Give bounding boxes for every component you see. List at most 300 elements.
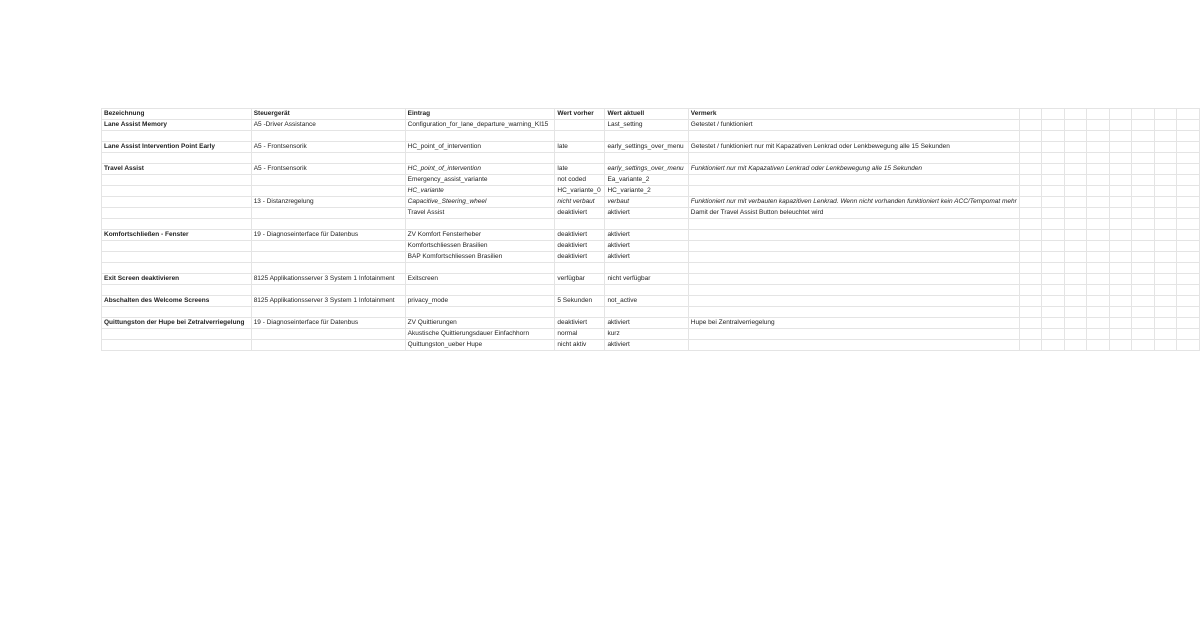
cell-wert-vorher[interactable]: 5 Sekunden	[555, 296, 605, 307]
cell-empty[interactable]	[1087, 197, 1110, 208]
cell-empty[interactable]	[1109, 318, 1132, 329]
cell-eintrag[interactable]	[405, 263, 555, 274]
cell-bezeichnung[interactable]	[102, 219, 252, 230]
cell-empty[interactable]	[1064, 241, 1087, 252]
cell-steuergeraet[interactable]	[251, 131, 405, 142]
cell-empty[interactable]	[1132, 241, 1155, 252]
cell-wert-vorher[interactable]: late	[555, 164, 605, 175]
cell-empty[interactable]	[1064, 263, 1087, 274]
cell-vermerk[interactable]: Hupe bei Zentralverriegelung	[688, 318, 1019, 329]
cell-empty[interactable]	[1109, 230, 1132, 241]
cell-wert-aktuell[interactable]: aktiviert	[605, 318, 688, 329]
cell-eintrag[interactable]: ZV Quittierungen	[405, 318, 555, 329]
cell-empty[interactable]	[1064, 296, 1087, 307]
cell-empty[interactable]	[1064, 307, 1087, 318]
cell-empty[interactable]	[1019, 263, 1042, 274]
cell-empty[interactable]	[1042, 340, 1065, 351]
header-cell-empty[interactable]	[1087, 109, 1110, 120]
cell-empty[interactable]	[1019, 153, 1042, 164]
header-cell-wert-aktuell[interactable]: Wert aktuell	[605, 109, 688, 120]
cell-empty[interactable]	[1154, 318, 1177, 329]
cell-empty[interactable]	[1064, 153, 1087, 164]
cell-bezeichnung[interactable]	[102, 263, 252, 274]
cell-empty[interactable]	[1177, 329, 1200, 340]
cell-empty[interactable]	[1087, 208, 1110, 219]
cell-empty[interactable]	[1109, 274, 1132, 285]
cell-empty[interactable]	[1132, 208, 1155, 219]
cell-eintrag[interactable]: Komfortschliessen Brasilien	[405, 241, 555, 252]
cell-empty[interactable]	[1019, 252, 1042, 263]
cell-empty[interactable]	[1109, 186, 1132, 197]
cell-empty[interactable]	[1177, 241, 1200, 252]
cell-empty[interactable]	[1064, 274, 1087, 285]
cell-eintrag[interactable]	[405, 153, 555, 164]
header-cell-bezeichnung[interactable]: Bezeichnung	[102, 109, 252, 120]
cell-empty[interactable]	[1019, 230, 1042, 241]
cell-wert-aktuell[interactable]: early_settings_over_menu	[605, 164, 688, 175]
cell-vermerk[interactable]	[688, 241, 1019, 252]
cell-empty[interactable]	[1109, 219, 1132, 230]
cell-empty[interactable]	[1042, 197, 1065, 208]
cell-eintrag[interactable]: Capacitive_Steering_wheel	[405, 197, 555, 208]
cell-vermerk[interactable]: Funktioniert nur mit Kapazativen Lenkrad oder Lenkbewegung alle 15 Sekunden	[688, 164, 1019, 175]
cell-empty[interactable]	[1154, 164, 1177, 175]
cell-empty[interactable]	[1177, 208, 1200, 219]
cell-empty[interactable]	[1154, 241, 1177, 252]
cell-empty[interactable]	[1064, 131, 1087, 142]
cell-empty[interactable]	[1154, 142, 1177, 153]
cell-empty[interactable]	[1042, 131, 1065, 142]
cell-steuergeraet[interactable]	[251, 252, 405, 263]
cell-empty[interactable]	[1177, 285, 1200, 296]
cell-wert-aktuell[interactable]: aktiviert	[605, 208, 688, 219]
cell-empty[interactable]	[1042, 186, 1065, 197]
cell-empty[interactable]	[1132, 197, 1155, 208]
cell-empty[interactable]	[1109, 307, 1132, 318]
cell-empty[interactable]	[1087, 329, 1110, 340]
cell-wert-aktuell[interactable]: aktiviert	[605, 230, 688, 241]
cell-bezeichnung[interactable]	[102, 175, 252, 186]
cell-eintrag[interactable]: Travel Assist	[405, 208, 555, 219]
cell-empty[interactable]	[1087, 131, 1110, 142]
cell-empty[interactable]	[1154, 274, 1177, 285]
cell-steuergeraet[interactable]	[251, 153, 405, 164]
cell-empty[interactable]	[1042, 329, 1065, 340]
cell-empty[interactable]	[1177, 307, 1200, 318]
cell-empty[interactable]	[1019, 197, 1042, 208]
cell-vermerk[interactable]	[688, 340, 1019, 351]
cell-bezeichnung[interactable]	[102, 241, 252, 252]
cell-wert-vorher[interactable]: deaktiviert	[555, 252, 605, 263]
header-cell-empty[interactable]	[1019, 109, 1042, 120]
cell-empty[interactable]	[1177, 230, 1200, 241]
cell-wert-aktuell[interactable]	[605, 153, 688, 164]
cell-empty[interactable]	[1132, 131, 1155, 142]
cell-steuergeraet[interactable]: 8125 Applikationsserver 3 System 1 Infotainment	[251, 296, 405, 307]
cell-wert-vorher[interactable]: nicht verbaut	[555, 197, 605, 208]
cell-empty[interactable]	[1064, 186, 1087, 197]
cell-eintrag[interactable]: Exitscreen	[405, 274, 555, 285]
cell-steuergeraet[interactable]: 13 - Distanzregelung	[251, 197, 405, 208]
cell-empty[interactable]	[1042, 307, 1065, 318]
cell-empty[interactable]	[1132, 263, 1155, 274]
cell-wert-aktuell[interactable]: early_settings_over_menu	[605, 142, 688, 153]
cell-wert-vorher[interactable]	[555, 307, 605, 318]
cell-vermerk[interactable]	[688, 285, 1019, 296]
cell-empty[interactable]	[1132, 219, 1155, 230]
cell-empty[interactable]	[1132, 142, 1155, 153]
cell-empty[interactable]	[1064, 318, 1087, 329]
cell-wert-aktuell[interactable]	[605, 219, 688, 230]
cell-empty[interactable]	[1087, 219, 1110, 230]
cell-bezeichnung[interactable]	[102, 186, 252, 197]
cell-empty[interactable]	[1087, 164, 1110, 175]
cell-vermerk[interactable]: Getestet / funktioniert nur mit Kapazativen Lenkrad oder Lenkbewegung alle 15 Sekunden	[688, 142, 1019, 153]
cell-empty[interactable]	[1019, 175, 1042, 186]
cell-empty[interactable]	[1109, 285, 1132, 296]
cell-vermerk[interactable]	[688, 219, 1019, 230]
cell-empty[interactable]	[1154, 329, 1177, 340]
cell-empty[interactable]	[1019, 340, 1042, 351]
cell-empty[interactable]	[1177, 186, 1200, 197]
cell-empty[interactable]	[1154, 153, 1177, 164]
cell-empty[interactable]	[1019, 142, 1042, 153]
header-cell-empty[interactable]	[1109, 109, 1132, 120]
cell-vermerk[interactable]	[688, 329, 1019, 340]
cell-eintrag[interactable]: Emergency_assist_variante	[405, 175, 555, 186]
cell-empty[interactable]	[1042, 153, 1065, 164]
cell-empty[interactable]	[1154, 186, 1177, 197]
cell-empty[interactable]	[1132, 252, 1155, 263]
cell-empty[interactable]	[1087, 285, 1110, 296]
header-cell-empty[interactable]	[1042, 109, 1065, 120]
cell-wert-aktuell[interactable]: Last_setting	[605, 120, 688, 131]
cell-empty[interactable]	[1132, 230, 1155, 241]
cell-empty[interactable]	[1087, 274, 1110, 285]
cell-steuergeraet[interactable]	[251, 186, 405, 197]
cell-empty[interactable]	[1177, 340, 1200, 351]
cell-empty[interactable]	[1132, 329, 1155, 340]
cell-empty[interactable]	[1132, 186, 1155, 197]
cell-steuergeraet[interactable]	[251, 241, 405, 252]
cell-empty[interactable]	[1109, 241, 1132, 252]
cell-empty[interactable]	[1064, 285, 1087, 296]
cell-eintrag[interactable]: HC_point_of_intervention	[405, 164, 555, 175]
cell-empty[interactable]	[1042, 241, 1065, 252]
cell-empty[interactable]	[1109, 142, 1132, 153]
cell-steuergeraet[interactable]: 8125 Applikationsserver 3 System 1 Infotainment	[251, 274, 405, 285]
cell-empty[interactable]	[1087, 153, 1110, 164]
cell-wert-aktuell[interactable]: aktiviert	[605, 241, 688, 252]
cell-steuergeraet[interactable]: A5 - Frontsensorik	[251, 142, 405, 153]
cell-empty[interactable]	[1132, 285, 1155, 296]
cell-empty[interactable]	[1154, 230, 1177, 241]
cell-empty[interactable]	[1064, 252, 1087, 263]
cell-empty[interactable]	[1109, 296, 1132, 307]
cell-vermerk[interactable]	[688, 230, 1019, 241]
cell-bezeichnung[interactable]: Komfortschließen - Fenster	[102, 230, 252, 241]
cell-empty[interactable]	[1087, 318, 1110, 329]
cell-wert-vorher[interactable]	[555, 263, 605, 274]
cell-wert-vorher[interactable]: deaktiviert	[555, 241, 605, 252]
cell-vermerk[interactable]	[688, 274, 1019, 285]
cell-wert-aktuell[interactable]	[605, 263, 688, 274]
cell-empty[interactable]	[1087, 307, 1110, 318]
cell-empty[interactable]	[1109, 120, 1132, 131]
cell-vermerk[interactable]	[688, 296, 1019, 307]
cell-empty[interactable]	[1177, 252, 1200, 263]
cell-bezeichnung[interactable]: Travel Assist	[102, 164, 252, 175]
cell-vermerk[interactable]: Damit der Travel Assist Button beleuchtet wird	[688, 208, 1019, 219]
cell-empty[interactable]	[1019, 296, 1042, 307]
cell-bezeichnung[interactable]	[102, 285, 252, 296]
cell-empty[interactable]	[1154, 296, 1177, 307]
cell-wert-vorher[interactable]: verfügbar	[555, 274, 605, 285]
cell-bezeichnung[interactable]	[102, 340, 252, 351]
cell-empty[interactable]	[1132, 318, 1155, 329]
cell-wert-vorher[interactable]: deaktiviert	[555, 318, 605, 329]
cell-bezeichnung[interactable]	[102, 252, 252, 263]
cell-empty[interactable]	[1109, 197, 1132, 208]
cell-empty[interactable]	[1177, 296, 1200, 307]
cell-steuergeraet[interactable]: 19 - Diagnoseinterface für Datenbus	[251, 230, 405, 241]
cell-empty[interactable]	[1177, 164, 1200, 175]
header-cell-wert-vorher[interactable]: Wert vorher	[555, 109, 605, 120]
cell-empty[interactable]	[1019, 219, 1042, 230]
cell-empty[interactable]	[1154, 208, 1177, 219]
cell-bezeichnung[interactable]	[102, 329, 252, 340]
cell-wert-vorher[interactable]	[555, 219, 605, 230]
cell-wert-vorher[interactable]: not coded	[555, 175, 605, 186]
cell-empty[interactable]	[1154, 252, 1177, 263]
cell-wert-vorher[interactable]: deaktiviert	[555, 208, 605, 219]
cell-empty[interactable]	[1177, 318, 1200, 329]
cell-bezeichnung[interactable]: Abschalten des Welcome Screens	[102, 296, 252, 307]
cell-empty[interactable]	[1154, 340, 1177, 351]
cell-bezeichnung[interactable]	[102, 208, 252, 219]
cell-empty[interactable]	[1019, 208, 1042, 219]
cell-empty[interactable]	[1109, 263, 1132, 274]
cell-empty[interactable]	[1109, 208, 1132, 219]
cell-wert-aktuell[interactable]: HC_variante_2	[605, 186, 688, 197]
cell-wert-aktuell[interactable]: kurz	[605, 329, 688, 340]
cell-wert-aktuell[interactable]: not_active	[605, 296, 688, 307]
cell-empty[interactable]	[1132, 153, 1155, 164]
cell-empty[interactable]	[1109, 175, 1132, 186]
cell-vermerk[interactable]	[688, 186, 1019, 197]
cell-wert-vorher[interactable]: late	[555, 142, 605, 153]
cell-bezeichnung[interactable]: Exit Screen deaktivieren	[102, 274, 252, 285]
header-cell-empty[interactable]	[1177, 109, 1200, 120]
cell-empty[interactable]	[1109, 153, 1132, 164]
cell-empty[interactable]	[1019, 329, 1042, 340]
cell-empty[interactable]	[1087, 175, 1110, 186]
cell-wert-vorher[interactable]: normal	[555, 329, 605, 340]
header-cell-vermerk[interactable]: Vermerk	[688, 109, 1019, 120]
cell-empty[interactable]	[1042, 219, 1065, 230]
cell-eintrag[interactable]: HC_variante	[405, 186, 555, 197]
cell-wert-aktuell[interactable]: Ea_variante_2	[605, 175, 688, 186]
cell-eintrag[interactable]: Configuration_for_lane_departure_warning_KI15	[405, 120, 555, 131]
cell-bezeichnung[interactable]	[102, 307, 252, 318]
cell-empty[interactable]	[1177, 142, 1200, 153]
cell-empty[interactable]	[1087, 252, 1110, 263]
cell-empty[interactable]	[1042, 230, 1065, 241]
cell-empty[interactable]	[1019, 241, 1042, 252]
cell-empty[interactable]	[1109, 164, 1132, 175]
cell-eintrag[interactable]	[405, 307, 555, 318]
cell-empty[interactable]	[1087, 230, 1110, 241]
cell-empty[interactable]	[1177, 153, 1200, 164]
cell-vermerk[interactable]	[688, 175, 1019, 186]
cell-empty[interactable]	[1132, 175, 1155, 186]
cell-empty[interactable]	[1177, 175, 1200, 186]
cell-empty[interactable]	[1042, 285, 1065, 296]
cell-wert-aktuell[interactable]: verbaut	[605, 197, 688, 208]
cell-bezeichnung[interactable]: Lane Assist Intervention Point Early	[102, 142, 252, 153]
cell-steuergeraet[interactable]	[251, 263, 405, 274]
cell-eintrag[interactable]	[405, 131, 555, 142]
cell-bezeichnung[interactable]	[102, 153, 252, 164]
cell-empty[interactable]	[1109, 329, 1132, 340]
cell-wert-vorher[interactable]	[555, 120, 605, 131]
cell-steuergeraet[interactable]: A5 -Driver Assistance	[251, 120, 405, 131]
cell-empty[interactable]	[1154, 307, 1177, 318]
cell-vermerk[interactable]: Getestet / funktioniert	[688, 120, 1019, 131]
cell-empty[interactable]	[1064, 340, 1087, 351]
cell-wert-aktuell[interactable]: aktiviert	[605, 340, 688, 351]
cell-empty[interactable]	[1087, 241, 1110, 252]
cell-eintrag[interactable]: Akustische Quittierungsdauer Einfachhorn	[405, 329, 555, 340]
cell-bezeichnung[interactable]	[102, 131, 252, 142]
cell-steuergeraet[interactable]	[251, 285, 405, 296]
cell-empty[interactable]	[1109, 340, 1132, 351]
cell-empty[interactable]	[1019, 164, 1042, 175]
cell-empty[interactable]	[1132, 307, 1155, 318]
cell-empty[interactable]	[1109, 131, 1132, 142]
header-cell-eintrag[interactable]: Eintrag	[405, 109, 555, 120]
cell-empty[interactable]	[1132, 296, 1155, 307]
cell-eintrag[interactable]	[405, 219, 555, 230]
cell-wert-vorher[interactable]: nicht aktiv	[555, 340, 605, 351]
cell-wert-aktuell[interactable]: nicht verfügbar	[605, 274, 688, 285]
cell-empty[interactable]	[1019, 186, 1042, 197]
cell-empty[interactable]	[1154, 285, 1177, 296]
cell-empty[interactable]	[1132, 274, 1155, 285]
cell-steuergeraet[interactable]	[251, 219, 405, 230]
cell-wert-vorher[interactable]	[555, 285, 605, 296]
cell-empty[interactable]	[1087, 296, 1110, 307]
cell-empty[interactable]	[1109, 252, 1132, 263]
cell-eintrag[interactable]: HC_point_of_intervention	[405, 142, 555, 153]
cell-wert-vorher[interactable]	[555, 131, 605, 142]
cell-empty[interactable]	[1064, 230, 1087, 241]
cell-empty[interactable]	[1064, 164, 1087, 175]
cell-eintrag[interactable]: Quittungston_ueber Hupe	[405, 340, 555, 351]
cell-empty[interactable]	[1064, 197, 1087, 208]
cell-empty[interactable]	[1177, 120, 1200, 131]
cell-steuergeraet[interactable]: 19 - Diagnoseinterface für Datenbus	[251, 318, 405, 329]
cell-bezeichnung[interactable]	[102, 197, 252, 208]
cell-empty[interactable]	[1019, 131, 1042, 142]
cell-empty[interactable]	[1019, 285, 1042, 296]
cell-empty[interactable]	[1132, 120, 1155, 131]
cell-empty[interactable]	[1132, 340, 1155, 351]
cell-empty[interactable]	[1154, 263, 1177, 274]
cell-empty[interactable]	[1042, 263, 1065, 274]
cell-empty[interactable]	[1064, 175, 1087, 186]
cell-wert-vorher[interactable]: HC_variante_0	[555, 186, 605, 197]
header-cell-empty[interactable]	[1132, 109, 1155, 120]
cell-vermerk[interactable]	[688, 252, 1019, 263]
cell-wert-vorher[interactable]	[555, 153, 605, 164]
cell-empty[interactable]	[1177, 131, 1200, 142]
cell-empty[interactable]	[1154, 120, 1177, 131]
cell-empty[interactable]	[1177, 274, 1200, 285]
cell-vermerk[interactable]: Funktioniert nur mit verbauten kapazitiven Lenkrad. Wenn nicht vorhanden funktioniert kein ACC/Tempomat mehr	[688, 197, 1019, 208]
cell-empty[interactable]	[1154, 219, 1177, 230]
cell-empty[interactable]	[1177, 197, 1200, 208]
cell-vermerk[interactable]	[688, 131, 1019, 142]
cell-wert-vorher[interactable]: deaktiviert	[555, 230, 605, 241]
cell-empty[interactable]	[1042, 252, 1065, 263]
cell-empty[interactable]	[1087, 340, 1110, 351]
cell-empty[interactable]	[1042, 164, 1065, 175]
cell-wert-aktuell[interactable]	[605, 285, 688, 296]
cell-empty[interactable]	[1154, 131, 1177, 142]
cell-empty[interactable]	[1087, 263, 1110, 274]
cell-vermerk[interactable]	[688, 263, 1019, 274]
cell-eintrag[interactable]: privacy_mode	[405, 296, 555, 307]
header-cell-steuergeraet[interactable]: Steuergerät	[251, 109, 405, 120]
cell-empty[interactable]	[1087, 142, 1110, 153]
cell-empty[interactable]	[1019, 307, 1042, 318]
cell-empty[interactable]	[1019, 274, 1042, 285]
cell-steuergeraet[interactable]	[251, 329, 405, 340]
cell-empty[interactable]	[1019, 120, 1042, 131]
cell-empty[interactable]	[1064, 219, 1087, 230]
cell-bezeichnung[interactable]: Quittungston der Hupe bei Zetralverriegelung	[102, 318, 252, 329]
cell-wert-aktuell[interactable]	[605, 131, 688, 142]
cell-bezeichnung[interactable]: Lane Assist Memory	[102, 120, 252, 131]
cell-empty[interactable]	[1042, 208, 1065, 219]
cell-empty[interactable]	[1177, 263, 1200, 274]
cell-empty[interactable]	[1154, 175, 1177, 186]
cell-empty[interactable]	[1042, 120, 1065, 131]
cell-empty[interactable]	[1177, 219, 1200, 230]
cell-empty[interactable]	[1019, 318, 1042, 329]
cell-eintrag[interactable]: BAP Komfortschliessen Brasilien	[405, 252, 555, 263]
cell-vermerk[interactable]	[688, 307, 1019, 318]
cell-empty[interactable]	[1042, 175, 1065, 186]
cell-empty[interactable]	[1042, 296, 1065, 307]
cell-steuergeraet[interactable]	[251, 208, 405, 219]
cell-steuergeraet[interactable]	[251, 307, 405, 318]
cell-empty[interactable]	[1064, 208, 1087, 219]
cell-vermerk[interactable]	[688, 153, 1019, 164]
cell-empty[interactable]	[1064, 120, 1087, 131]
cell-eintrag[interactable]	[405, 285, 555, 296]
cell-empty[interactable]	[1132, 164, 1155, 175]
cell-empty[interactable]	[1042, 274, 1065, 285]
cell-wert-aktuell[interactable]: aktiviert	[605, 252, 688, 263]
cell-empty[interactable]	[1042, 318, 1065, 329]
cell-empty[interactable]	[1087, 186, 1110, 197]
cell-steuergeraet[interactable]	[251, 340, 405, 351]
cell-wert-aktuell[interactable]	[605, 307, 688, 318]
header-cell-empty[interactable]	[1064, 109, 1087, 120]
cell-empty[interactable]	[1154, 197, 1177, 208]
